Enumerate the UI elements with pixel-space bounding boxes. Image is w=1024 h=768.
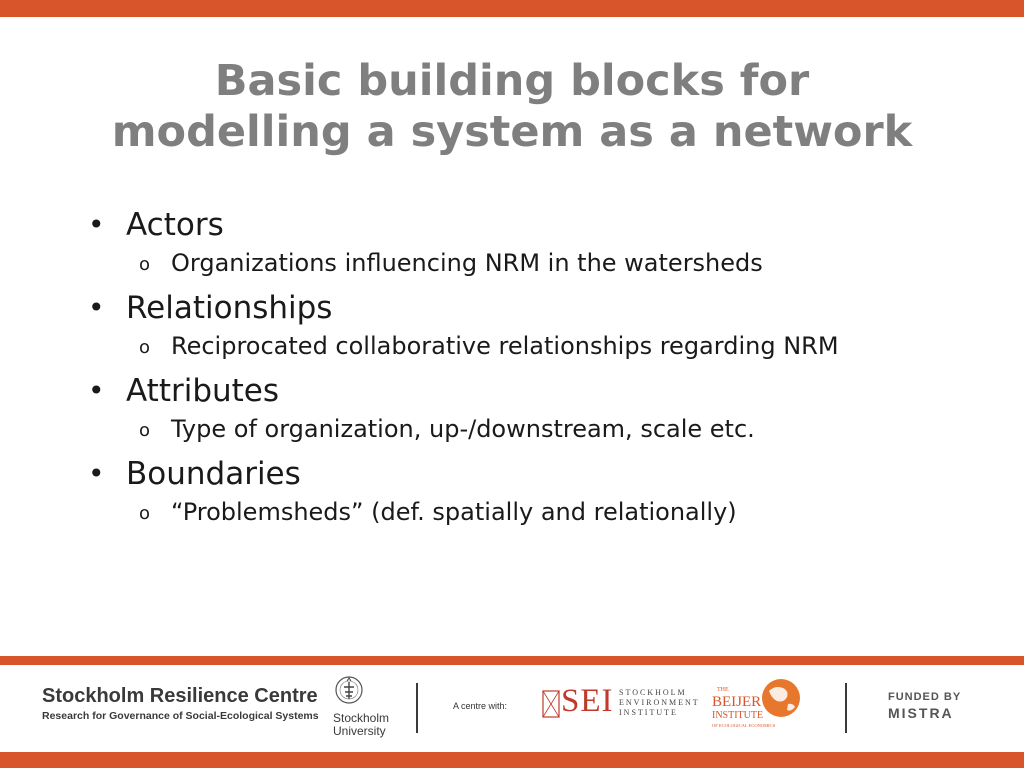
bullet-item xyxy=(88,454,908,494)
bullet-icon: • xyxy=(88,457,105,490)
mistra-logo-text: MISTRA xyxy=(888,705,954,721)
slide-title-line-2: modelling a system as a network xyxy=(111,107,913,157)
src-org-name: Stockholm Resilience Centre xyxy=(42,685,318,707)
bullet-icon: • xyxy=(88,374,105,407)
sub-bullet-icon: o xyxy=(139,503,151,524)
slide-title xyxy=(0,56,1024,158)
footer-logos xyxy=(0,665,1024,752)
bullet-item xyxy=(88,205,908,245)
src-org-tagline: Research for Governance of Social-Ecological Systems xyxy=(42,710,319,722)
su-line-1: Stockholm xyxy=(333,711,390,725)
bullet-icon: • xyxy=(88,291,105,324)
footer-divider xyxy=(416,683,418,733)
sei-sub-line-1: STOCKHOLM xyxy=(619,688,687,697)
bottom-accent-bar xyxy=(0,752,1024,768)
beijer-the: THE xyxy=(717,687,729,693)
footer-accent-line xyxy=(0,656,1024,665)
bullet-item xyxy=(88,288,908,328)
funded-by-label: FUNDED BY xyxy=(888,691,962,703)
bullet-label: Boundaries xyxy=(126,456,301,492)
sub-bullet-icon: o xyxy=(139,254,151,275)
footer-divider xyxy=(845,683,847,733)
beijer-subtitle: OF ECOLOGICAL ECONOMICS xyxy=(712,723,776,728)
sei-logo-text: SEI xyxy=(561,683,614,719)
stockholm-university-name xyxy=(333,712,389,738)
sub-bullet-text: Type of organization, up-/downstream, scale etc. xyxy=(171,415,755,443)
sei-sub-line-2: ENVIRONMENT xyxy=(619,698,700,707)
sub-bullet-text: Reciprocated collaborative relationships regarding NRM xyxy=(171,332,839,360)
centre-with-label: A centre with: xyxy=(453,701,508,711)
sub-bullet-item xyxy=(88,329,908,363)
sub-bullet-text: “Problemsheds” (def. spatially and relationally) xyxy=(171,498,737,526)
su-line-2: University xyxy=(333,724,386,738)
slide-title-line-1: Basic building blocks for xyxy=(214,56,810,106)
sub-bullet-icon: o xyxy=(139,420,151,441)
sub-bullet-item xyxy=(88,246,908,280)
bullet-list xyxy=(88,205,908,529)
bullet-item xyxy=(88,371,908,411)
beijer-name: BEIJER xyxy=(712,694,762,710)
stockholm-university-seal-icon xyxy=(334,675,364,713)
beijer-institute: INSTITUTE xyxy=(712,710,764,721)
sub-bullet-item xyxy=(88,495,908,529)
bullet-icon: • xyxy=(88,208,105,241)
sub-bullet-icon: o xyxy=(139,337,151,358)
sei-sub-line-3: INSTITUTE xyxy=(619,708,678,717)
top-accent-bar xyxy=(0,0,1024,17)
sei-subtitle xyxy=(619,688,700,718)
bullet-label: Relationships xyxy=(126,290,333,326)
sei-emblem-icon xyxy=(542,690,560,718)
bullet-label: Actors xyxy=(126,207,224,243)
sub-bullet-item xyxy=(88,412,908,446)
sub-bullet-text: Organizations influencing NRM in the watersheds xyxy=(171,249,763,277)
bullet-label: Attributes xyxy=(126,373,280,409)
